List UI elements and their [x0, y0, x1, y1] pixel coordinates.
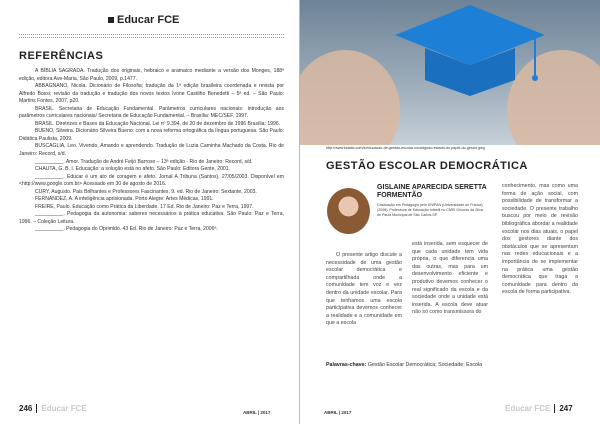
masthead — [108, 14, 179, 26]
reference-item: BRASIL. Secretaria de Educação Fundamental. Parâmetros curriculares nacionais: introdução aos parâmetros curriculares nacionais/ Secretaria de Educação Fundamental. – Brasília: MEC/SEF, 1997. — [19, 105, 284, 120]
divider — [19, 34, 284, 35]
right-page — [300, 0, 600, 424]
right-folio — [505, 404, 573, 413]
page-number: 247 — [559, 404, 573, 413]
abstract-column-2 — [412, 241, 488, 317]
folio-separator — [554, 404, 555, 413]
keywords-label: Palavras-chave: — [326, 362, 367, 368]
reference-item: CURY, Augusto. Pais Brilhantes e Professores Fascinantes. 9. ed. Rio de Janeiro: Sextante, 2003. — [35, 188, 257, 195]
references-list — [19, 68, 284, 234]
masthead-title: Educar FCE — [117, 14, 180, 26]
keywords — [326, 362, 482, 368]
photo-caption: http://www.kstatic.com/s/educacao-de-gestao-escolar-moxidgedo-estado-do-papel-do-gestor.jpeg — [326, 146, 485, 150]
abstract-column-1 — [326, 252, 402, 328]
reference-item: __________. Educar é um ato de coragem e afeto. Jornal A Tribuna (Santos), 27/05/2003. Disponível em <http://www.google.com.br> Acessado em 30 de agosto de 2016. — [19, 173, 284, 188]
folio-publication: Educar FCE — [505, 404, 551, 413]
divider — [19, 37, 284, 38]
reference-item: BRASIL. Diretrizes e Bases da Educação Nacional. Lei nº 9.394, de 20 de dezembro de 1996 Brasília: 1996. — [35, 120, 281, 127]
abstract-text: conhecimento, mas como uma forma de ação social, com possibilidade de transformar a sociedade. O presente trabalho buscou por meio de revisão bibliográfica abordar a realidade escolar nos dias atuais, o papel dos gestores diante dos obstáculos que se apresentam nas redes educacionais e a importância de se implementar na prática uma gestão democrática que traga a comunidade para dentro da escola de forma participativa. — [502, 183, 578, 296]
author-name: GISLAINE APARECIDA SERETTA FORMENTÃO — [377, 184, 487, 199]
hands-graduation-cap-image — [300, 0, 600, 145]
reference-item: __________. Amor. Tradução de André Feijó Barroso – 13ª edição - Rio de Janeiro: Record, s/d. — [35, 158, 253, 165]
page-number: 246 — [19, 404, 33, 413]
reference-item: BUSCAGLIA, Leo. Vivendo, Amando e aprendendo. Tradução de Luzia Caminha Machado da Costa. Rio de Janeiro: Record, s/d. — [19, 143, 284, 158]
square-bullet-icon — [108, 17, 114, 23]
reference-item: A BÍBLIA SAGRADA. Tradução dos originais, hebraico e aramaico mediante a versão dos Monges, 188ª edição, editora Ave-Maria, São Paulo, 2009, p.1477. — [19, 68, 284, 82]
reference-item: __________. Pedagogia da autonomia: saberes necessários à prática educativa. São Paulo: Paz e Terra, 1996. – Coleção Leitura. — [19, 211, 284, 225]
folio-publication: Educar FCE — [41, 404, 87, 413]
folio-date: ABRIL | 2017 — [243, 410, 271, 415]
keywords-text: Gestão Escolar Democrática; Sociedade; Escola — [367, 362, 483, 368]
folio-date: ABRIL | 2017 — [324, 410, 352, 415]
reference-item: __________. Pedagogia do Oprimido. 43 Ed. Rio de Janeiro: Paz e Terra, 2006ª. — [35, 226, 218, 233]
reference-item: FREIRE, Paulo. Educação como Prática da Liberdade. 17 Ed. Rio de Janeiro: Paz e Terra, 1997. — [35, 203, 254, 210]
reference-item: BUENO, Silveira. Dicionário Silveira Bueno: com a nova reforma ortográfica da língua portuguesa. São Paulo: Didática Paulista, 2009. — [19, 128, 284, 142]
folio-separator — [36, 404, 37, 413]
left-folio-date — [243, 407, 270, 416]
reference-item: CHAUTA, G. B. I. Educação: a solução está no afeto. São Paulo: Editora Gente, 2001. — [35, 166, 230, 173]
right-folio-date — [324, 407, 351, 416]
author-avatar — [327, 188, 370, 234]
abstract-text: O presente artigo discute a necessidade de uma gestão escolar democrática e compartilhada onde a comunidade tem voz e vez dentro da unidade escolar. Para que tenhamos uma escola participativa devemos conhecer a realidade e a comunidade em que a escola — [326, 252, 402, 327]
abstract-column-3 — [502, 183, 578, 297]
header-photo — [300, 0, 600, 145]
reference-item: ABBAGNANO, Nicola. Dicionário de Filosofia; tradução da 1ª edição brasileira coordenada e revista por Alfredo Bossi; revisão da tradução e tradução dos novos textos Ivone Castilho Benedetti – 5ª ed. – São Paulo: Martins Fontes, 2007, p20. — [19, 83, 284, 105]
reference-item: FERNANDEZ, A. A inteligência aprisionada. Porto Alegre: Artes Médicas, 1991. — [35, 196, 214, 203]
author-affiliation: Graduação em Pedagogia pela UNIPAN (Universidade de Franca) (2008). Professora de Educação Infantil no CMEI Oriundo da Silva de Paula Municipal de São Carlos-SP. — [377, 203, 483, 217]
left-folio — [19, 404, 87, 413]
references-heading: REFERÊNCIAS — [19, 50, 104, 62]
abstract-text: está inserida, sem esquecer de que cada unidade tem vida própria, o que diferencia uma das outras, mas para um desenvolvimento eficiente e produtivo devemos conhecer o real significado da escola e da sociedade onde a unidade está inserida. A escola deve atuar não só como transmissora do — [412, 241, 488, 316]
article-title: GESTÃO ESCOLAR DEMOCRÁTICA — [326, 160, 528, 172]
